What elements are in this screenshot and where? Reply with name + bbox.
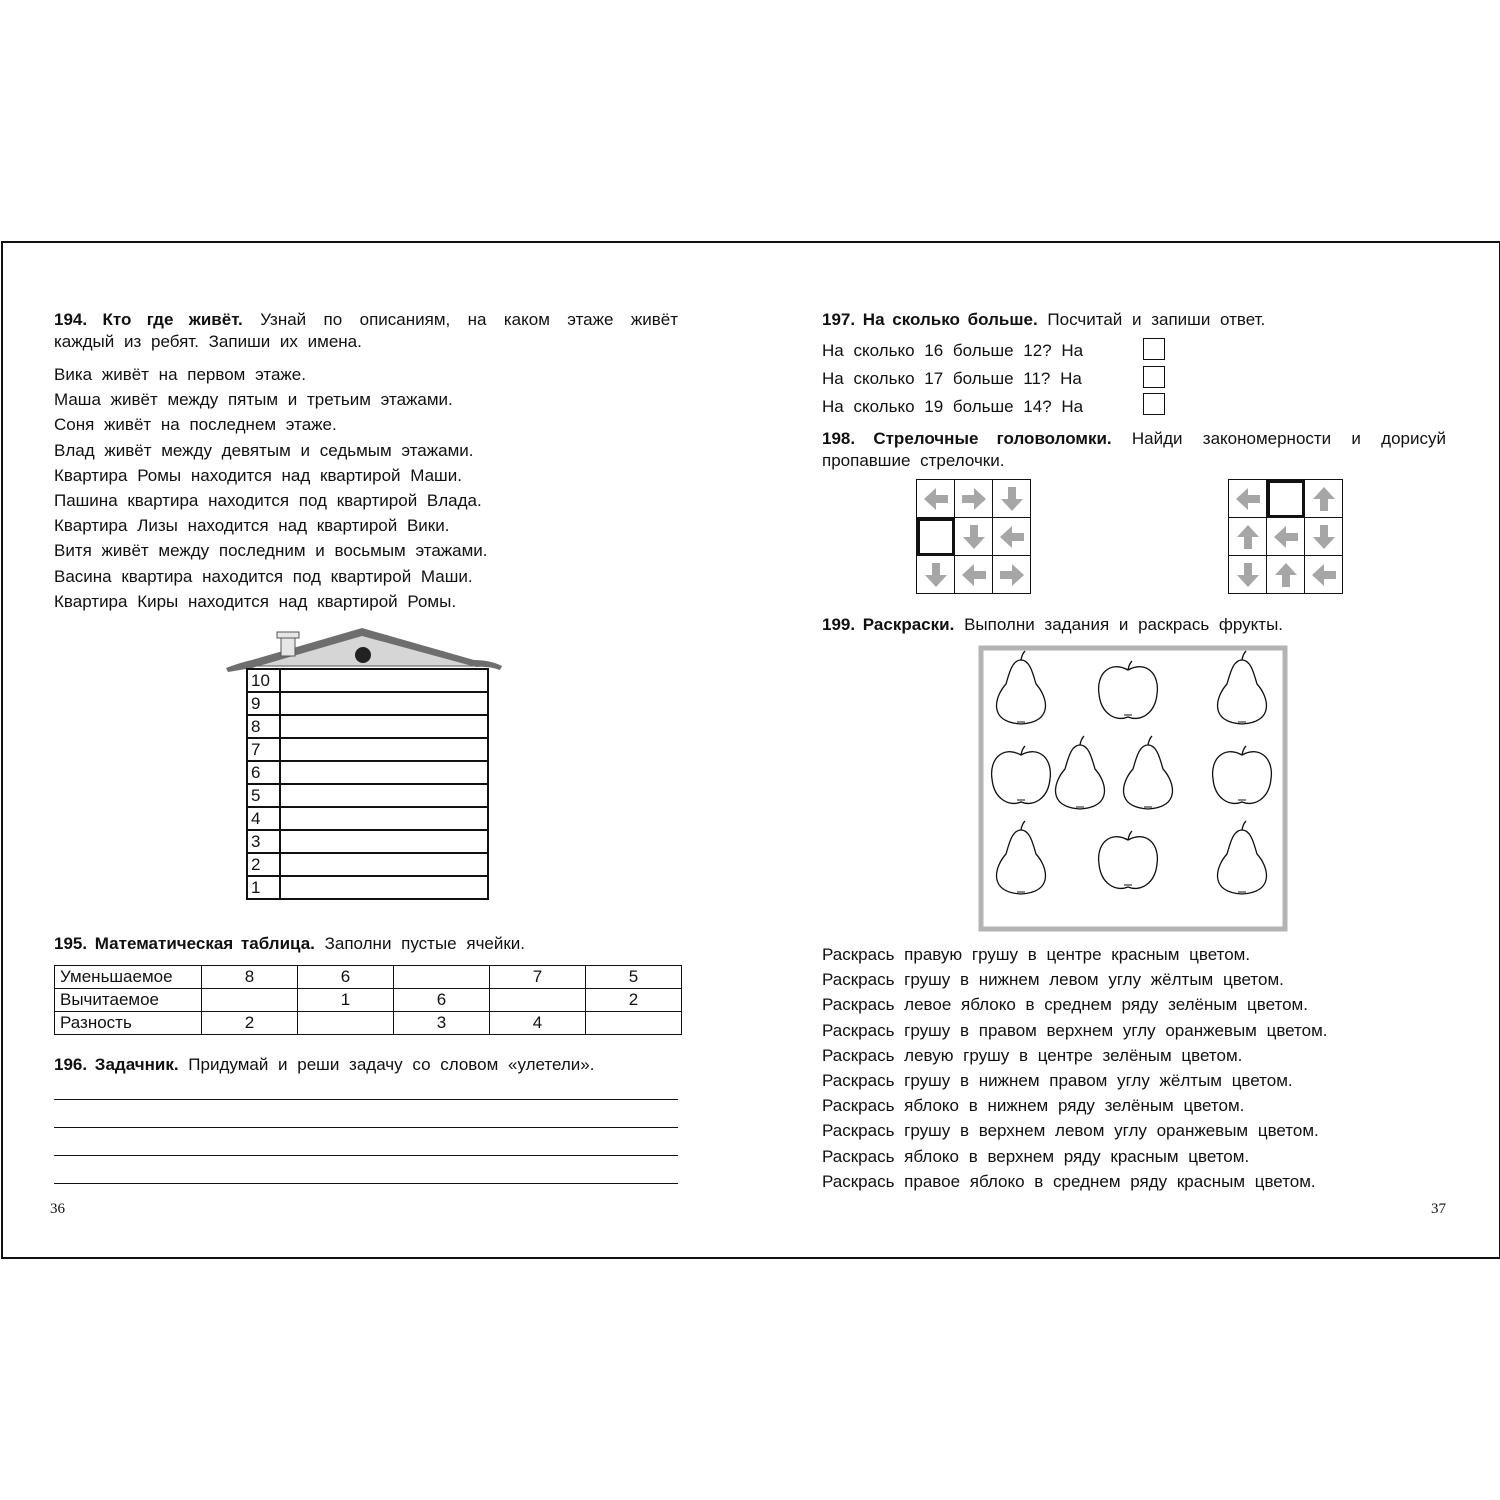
math-cell: 6 <box>298 966 394 989</box>
pear-outline[interactable] <box>1056 736 1105 809</box>
clue-line: Витя живёт между последним и восьмым этажами. <box>54 541 488 561</box>
floor-row <box>247 692 488 715</box>
task-198-title: 198. Стрелочные головоломки. <box>822 429 1112 448</box>
floor-row <box>247 853 488 876</box>
task-196-text: Придумай и реши задачу со словом «улетели». <box>188 1055 595 1074</box>
instruction-line: Раскрась левое яблоко в среднем ряду зелёным цветом. <box>822 995 1308 1015</box>
writing-line[interactable] <box>54 1099 678 1100</box>
math-cell-empty[interactable] <box>394 966 490 989</box>
instruction-line: Раскрась левую грушу в центре зелёным цветом. <box>822 1045 1243 1065</box>
floor-number: 5 <box>247 784 280 807</box>
task-195-title: 195. Математическая таблица. <box>54 934 315 953</box>
task-194-heading <box>54 309 678 331</box>
clue-line: Васина квартира находится под квартирой Маши. <box>54 566 473 586</box>
task-198-text-2: пропавшие стрелочки. <box>822 451 1005 470</box>
math-cell-empty[interactable] <box>298 1012 394 1035</box>
writing-line[interactable] <box>54 1155 678 1156</box>
math-row <box>55 966 682 989</box>
clue-line: Квартира Киры находится над квартирой Ромы. <box>54 591 457 611</box>
floor-name-cell[interactable] <box>280 830 488 853</box>
arrow-up-icon <box>1267 556 1305 594</box>
floor-name-cell[interactable] <box>280 784 488 807</box>
floor-name-cell[interactable] <box>280 761 488 784</box>
question-line: На сколько 16 больше 12? На <box>822 341 1084 360</box>
floor-number: 10 <box>247 669 280 692</box>
writing-line[interactable] <box>54 1127 678 1128</box>
clue-line: Соня живёт на последнем этаже. <box>54 415 337 435</box>
clue-line: Пашина квартира находится под квартирой Влада. <box>54 491 482 511</box>
task-194-title: 194. Кто где живёт. <box>54 310 243 329</box>
pear-outline[interactable] <box>997 821 1046 894</box>
math-row-label: Вычитаемое <box>55 989 202 1012</box>
instruction-line: Раскрась правую грушу в центре красным цветом. <box>822 945 1251 964</box>
arrow-right-icon <box>993 556 1031 594</box>
arrow-left-icon <box>955 556 993 594</box>
floor-name-cell[interactable] <box>280 669 488 692</box>
task-194-intro-2: каждый из ребят. Запиши их имена. <box>54 332 362 351</box>
arrow-down-icon <box>1305 518 1343 556</box>
missing-arrow-cell[interactable] <box>1267 480 1305 518</box>
fruit-coloring-picture <box>978 645 1288 932</box>
missing-arrow-cell[interactable] <box>917 518 955 556</box>
clue-line: Вика живёт на первом этаже. <box>54 365 306 384</box>
arrow-left-icon <box>993 518 1031 556</box>
task-199-instructions <box>822 942 1328 1194</box>
floor-name-cell[interactable] <box>280 692 488 715</box>
arrow-down-icon <box>993 480 1031 518</box>
floor-row <box>247 784 488 807</box>
clue-line: Квартира Ромы находится над квартирой Маши. <box>54 465 462 485</box>
math-cell: 7 <box>490 966 586 989</box>
arrow-up-icon <box>1229 518 1267 556</box>
task-197-text: Посчитай и запиши ответ. <box>1047 310 1266 329</box>
task-196-title: 196. Задачник. <box>54 1055 179 1074</box>
floors-table <box>246 668 489 900</box>
task-199-heading <box>822 614 1283 636</box>
arrow-left-icon <box>917 480 955 518</box>
floor-number: 9 <box>247 692 280 715</box>
task-197-heading <box>822 309 1265 331</box>
floor-row <box>247 738 488 761</box>
floor-row <box>247 761 488 784</box>
instruction-line: Раскрась яблоко в верхнем ряду красным цветом. <box>822 1146 1250 1166</box>
arrow-down-icon <box>1229 556 1267 594</box>
arrow-grid-row <box>1229 556 1343 594</box>
page-number-right: 37 <box>1431 1201 1446 1217</box>
arrow-left-icon <box>1305 556 1343 594</box>
task-195-heading <box>54 933 525 955</box>
instruction-line: Раскрась грушу в правом верхнем углу оранжевым цветом. <box>822 1020 1328 1040</box>
math-row <box>55 1012 682 1035</box>
task-194-clues <box>54 362 488 614</box>
apple-outline[interactable] <box>992 746 1051 803</box>
answer-box[interactable] <box>1143 338 1165 360</box>
floor-number: 8 <box>247 715 280 738</box>
floor-number: 2 <box>247 853 280 876</box>
instruction-line: Раскрась грушу в нижнем правом углу жёлтым цветом. <box>822 1071 1293 1091</box>
pear-outline[interactable] <box>1218 651 1267 724</box>
math-table <box>54 965 682 1035</box>
floor-number: 1 <box>247 876 280 899</box>
task-198-heading <box>822 428 1446 450</box>
arrow-left-icon <box>1229 480 1267 518</box>
arrow-down-icon <box>917 556 955 594</box>
pear-outline[interactable] <box>997 651 1046 724</box>
question-line: На сколько 17 больше 11? На <box>822 369 1082 388</box>
answer-box[interactable] <box>1143 366 1165 388</box>
floor-name-cell[interactable] <box>280 853 488 876</box>
floor-name-cell[interactable] <box>280 738 488 761</box>
apple-outline[interactable] <box>1099 661 1158 718</box>
writing-line[interactable] <box>54 1183 678 1184</box>
math-cell: 4 <box>490 1012 586 1035</box>
math-cell: 2 <box>586 989 682 1012</box>
house-roof-illustration <box>222 628 507 673</box>
math-cell: 6 <box>394 989 490 1012</box>
arrow-grid-row <box>1229 480 1343 518</box>
floor-number: 3 <box>247 830 280 853</box>
math-row-label: Разность <box>55 1012 202 1035</box>
arrow-up-icon <box>1305 480 1343 518</box>
arrow-grid-row <box>917 518 1031 556</box>
math-cell-empty[interactable] <box>586 1012 682 1035</box>
math-cell: 2 <box>202 1012 298 1035</box>
floor-number: 4 <box>247 807 280 830</box>
floor-row <box>247 669 488 692</box>
instruction-line: Раскрась яблоко в нижнем ряду зелёным цветом. <box>822 1096 1245 1116</box>
arrow-down-icon <box>955 518 993 556</box>
clue-line: Маша живёт между пятым и третьим этажами. <box>54 390 453 410</box>
arrow-grid-row <box>1229 518 1343 556</box>
apple-outline[interactable] <box>1213 746 1272 803</box>
floor-number: 6 <box>247 761 280 784</box>
math-cell-empty[interactable] <box>490 989 586 1012</box>
math-cell: 1 <box>298 989 394 1012</box>
apple-outline[interactable] <box>1099 831 1158 888</box>
math-row <box>55 989 682 1012</box>
arrow-puzzle-1 <box>916 479 1031 594</box>
math-cell-empty[interactable] <box>202 989 298 1012</box>
task-199-title: 199. Раскраски. <box>822 615 955 634</box>
instruction-line: Раскрась грушу в верхнем левом углу оранжевым цветом. <box>822 1121 1319 1141</box>
task-198-text-1: Найди закономерности и дорисуй <box>1131 429 1446 448</box>
floor-name-cell[interactable] <box>280 807 488 830</box>
arrow-puzzle-2 <box>1228 479 1343 594</box>
question-line: На сколько 19 больше 14? На <box>822 397 1084 416</box>
task-195-text: Заполни пустые ячейки. <box>324 934 526 953</box>
floor-row <box>247 830 488 853</box>
pear-outline[interactable] <box>1124 736 1173 809</box>
math-row-label: Уменьшаемое <box>55 966 202 989</box>
arrow-grid-row <box>917 480 1031 518</box>
instruction-line: Раскрась грушу в нижнем левом углу жёлтым цветом. <box>822 970 1284 990</box>
clue-line: Влад живёт между девятым и седьмым этажами. <box>54 440 474 460</box>
math-cell: 5 <box>586 966 682 989</box>
floor-row <box>247 715 488 738</box>
floor-row <box>247 807 488 830</box>
arrow-grid-row <box>917 556 1031 594</box>
page-number-left: 36 <box>50 1201 65 1217</box>
arrow-right-icon <box>955 480 993 518</box>
math-cell: 3 <box>394 1012 490 1035</box>
floor-name-cell[interactable] <box>280 876 488 899</box>
task-196-heading <box>54 1054 594 1076</box>
floor-number: 7 <box>247 738 280 761</box>
task-194-intro-1: Узнай по описаниям, на каком этаже живёт <box>260 310 678 329</box>
task-197-title: 197. На сколько больше. <box>822 310 1038 329</box>
floor-row <box>247 876 488 899</box>
pear-outline[interactable] <box>1218 821 1267 894</box>
instruction-line: Раскрась правое яблоко в среднем ряду красным цветом. <box>822 1171 1316 1191</box>
task-199-text: Выполни задания и раскрась фрукты. <box>964 615 1284 634</box>
math-cell: 8 <box>202 966 298 989</box>
floor-name-cell[interactable] <box>280 715 488 738</box>
answer-box[interactable] <box>1143 393 1165 415</box>
arrow-left-icon <box>1267 518 1305 556</box>
clue-line: Квартира Лизы находится над квартирой Вики. <box>54 516 450 536</box>
